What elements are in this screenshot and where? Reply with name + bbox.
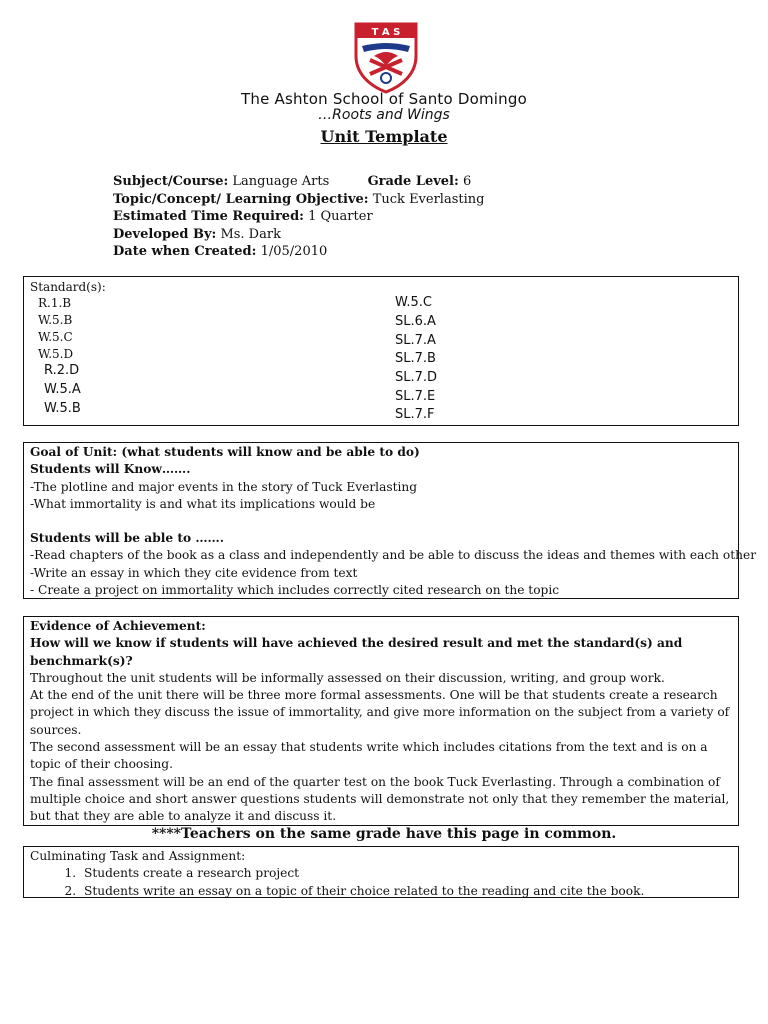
evidence-paragraph: The second assessment will be an essay that students write which includes citations from the text and is on a topic of their choosing. bbox=[30, 740, 708, 772]
evidence-paragraph: Throughout the unit students will be informally assessed on their discussion, writing, and group work. bbox=[30, 670, 665, 685]
task-item: 2. Students write an essay on a topic of their choice related to the reading and cite the book. bbox=[80, 883, 732, 900]
standard-item: R.1.B bbox=[38, 296, 72, 310]
meta-row-topic: Topic/Concept/ Learning Objective: Tuck Everlasting bbox=[113, 191, 485, 207]
culminating-task-section bbox=[23, 846, 739, 898]
standard-item: SL.7.F bbox=[395, 407, 435, 422]
meta-row-developer: Developed By: Ms. Dark bbox=[113, 226, 281, 242]
standard-item: SL.7.D bbox=[395, 370, 438, 385]
unit-meta bbox=[113, 173, 484, 261]
evidence-paragraph: The final assessment will be an end of the quarter test on the book Tuck Everlasting. Through a combination of multiple choice and short answer questions students will demonstrate not only that they remember the material, but that they are able to analyze it and discuss it. bbox=[30, 774, 730, 824]
standard-item: W.5.B bbox=[38, 313, 73, 327]
teachers-note: ****Teachers on the same grade have this page in common. bbox=[151, 826, 617, 842]
goal-heading: Goal of Unit: (what students will know and be able to do) bbox=[30, 445, 420, 459]
standard-item: SL.7.E bbox=[395, 389, 436, 404]
evidence-heading: Evidence of Achievement: bbox=[30, 619, 206, 633]
evidence-question: How will we know if students will have achieved the desired result and met the standard(s) and benchmark(s)? bbox=[30, 636, 683, 668]
evidence-section bbox=[23, 616, 739, 826]
standard-item: W.5.C bbox=[395, 295, 432, 310]
able-item: -Read chapters of the book as a class and independently and be able to discuss the ideas and themes with each other bbox=[30, 548, 757, 563]
school-motto: …Roots and Wings bbox=[318, 107, 450, 123]
school-crest-logo bbox=[352, 22, 420, 94]
standards-label: Standard(s): bbox=[30, 280, 106, 294]
meta-row-date: Date when Created: 1/05/2010 bbox=[113, 244, 328, 259]
able-item: - Create a project on immortality which includes correctly cited research on the topic bbox=[30, 583, 560, 598]
standard-item: SL.7.B bbox=[395, 351, 436, 366]
know-heading: Students will Know……. bbox=[30, 462, 191, 477]
svg-text:T A S: T A S bbox=[371, 27, 401, 38]
standard-item: R.2.D bbox=[44, 363, 80, 378]
school-name: The Ashton School of Santo Domingo bbox=[241, 90, 527, 108]
able-item: -Write an essay in which they cite evidence from text bbox=[30, 565, 358, 580]
meta-row-time: Estimated Time Required: 1 Quarter bbox=[113, 209, 373, 224]
standards-box bbox=[23, 276, 739, 426]
able-heading: Students will be able to ……. bbox=[30, 531, 224, 546]
standard-item: W.5.D bbox=[38, 347, 74, 361]
standard-item: W.5.A bbox=[44, 382, 81, 397]
standard-item: SL.6.A bbox=[395, 314, 436, 329]
page-title: Unit Template bbox=[320, 127, 448, 146]
know-item: -The plotline and major events in the story of Tuck Everlasting bbox=[30, 479, 418, 494]
meta-row-subject: Subject/Course: Language Arts Grade Level: 6 bbox=[113, 174, 472, 189]
know-item: -What immortality is and what its implications would be bbox=[30, 496, 376, 511]
task-list bbox=[30, 865, 732, 900]
standard-item: SL.7.A bbox=[395, 333, 436, 348]
evidence-paragraph: At the end of the unit there will be three more formal assessments. One will be that students create a research project in which they discuss the issue of immortality, and give more information on the subject from a variety of sources. bbox=[30, 688, 730, 737]
task-heading: Culminating Task and Assignment: bbox=[30, 849, 246, 863]
standard-item: W.5.C bbox=[38, 330, 73, 344]
standard-item: W.5.B bbox=[44, 401, 81, 416]
goal-section bbox=[23, 442, 757, 599]
task-item: 1. Students create a research project bbox=[80, 865, 732, 882]
